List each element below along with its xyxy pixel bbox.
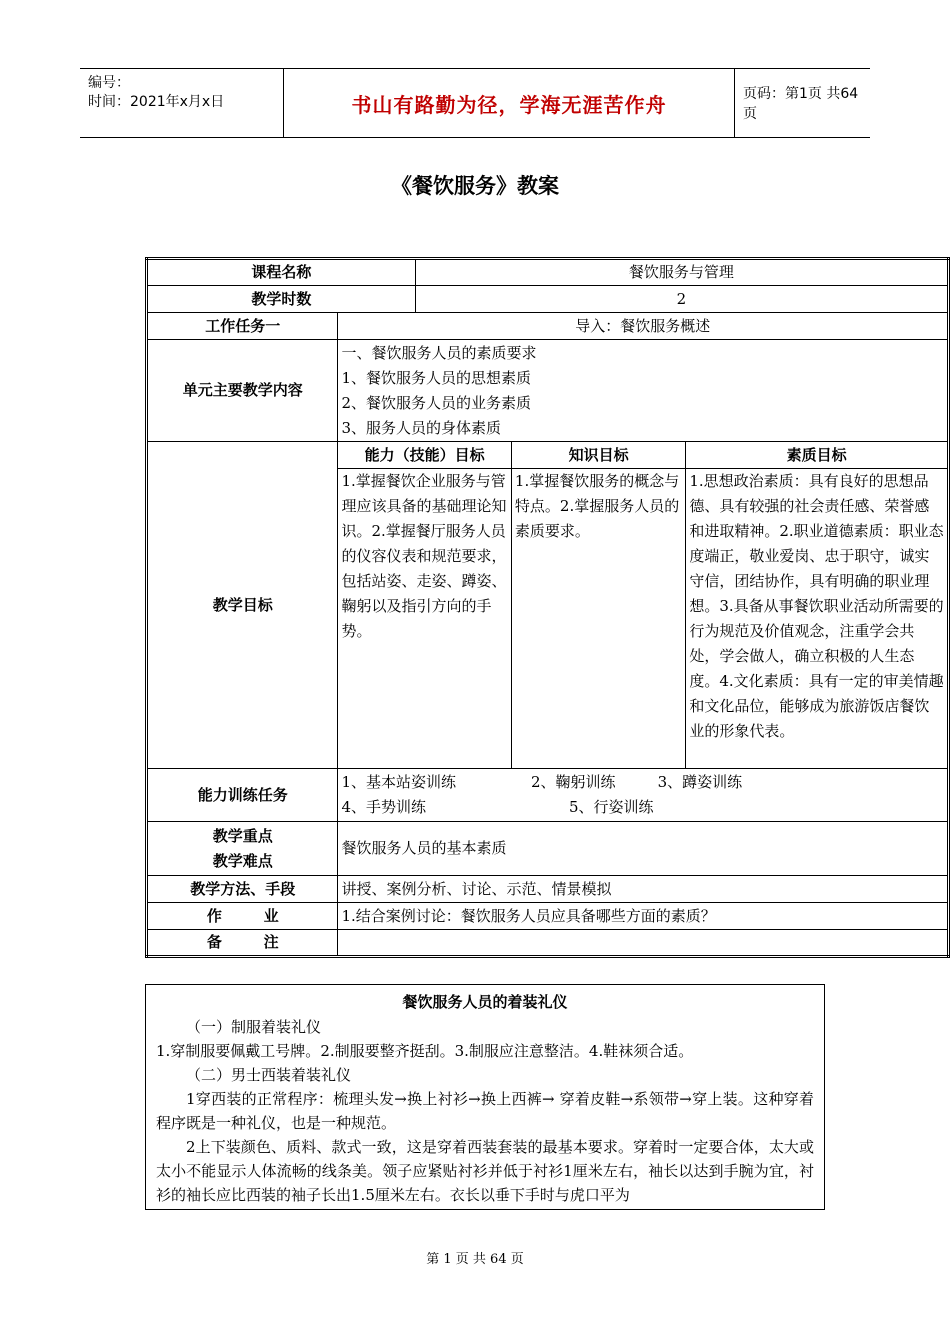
page-footer: 第 1 页 共 64 页 [426, 1252, 524, 1267]
content-paragraph: （一）制服着装礼仪 [186, 1018, 322, 1036]
training-item: 3、蹲姿训练 [657, 773, 743, 791]
method-value: 讲授、案例分析、讨论、示范、情景模拟 [338, 876, 949, 903]
document-title: 《餐饮服务》教案 [391, 174, 559, 198]
difficulty-label: 教学难点 [212, 851, 273, 870]
table-row [147, 340, 949, 442]
content-line: 3、服务人员的身体素质 [341, 418, 502, 437]
header-meta [80, 69, 283, 137]
training-item: 5、行姿训练 [569, 798, 654, 816]
content-paragraph: 1.穿制服要佩戴工号牌。2.制服要整齐挺刮。3.制服应注意整洁。4.鞋袜须合适。 [156, 1042, 694, 1060]
number-label: 编号： [88, 75, 130, 91]
course-value: 餐饮服务与管理 [415, 259, 948, 286]
key-difficulty-label [147, 822, 338, 876]
training-item: 2、鞠躬训练 [531, 773, 616, 791]
training-label: 能力训练任务 [147, 769, 338, 822]
ability-goal-header: 能力（技能）目标 [338, 442, 511, 469]
table-row [147, 769, 949, 822]
motto: 书山有路勤为径，学海无涯苦作舟 [351, 92, 667, 117]
content-paragraph: 1穿西装的正常程序：梳理头发→换上衬衫→换上西裤→ 穿着皮鞋→系领带→穿上装。这种穿着程序既是一种礼仪，也是一种规范。 [156, 1090, 814, 1132]
training-item: 4、手势训练 [341, 798, 427, 816]
table-row [147, 313, 949, 340]
content-label: 单元主要教学内容 [147, 340, 338, 442]
table-row [147, 903, 949, 930]
remark-value [338, 930, 949, 957]
content-line: 2、餐饮服务人员的业务素质 [341, 393, 532, 412]
content-box [145, 984, 825, 1210]
content-lines [338, 340, 949, 442]
task-value: 导入：餐饮服务概述 [338, 313, 949, 340]
content-paragraph: 2上下装颜色、质料、款式一致，这是穿着西装套装的最基本要求。穿着时一定要合体，太大或太小不能显示人体流畅的线条美。领子应紧贴衬衫并低于衬衫1厘米左右，袖长以达到手腕为宜，衬衫的袖长应比西装的袖子长出1.5厘米左右。衣长以垂下手时与虎口平为 [156, 1138, 814, 1204]
header-motto-cell [283, 69, 735, 137]
knowledge-goal-header: 知识目标 [511, 442, 685, 469]
hours-label: 教学时数 [147, 286, 416, 313]
remark-label: 备 注 [147, 930, 338, 957]
ability-goals: 1.掌握餐饮企业服务与管理应该具备的基础理论知识。2.掌握餐厅服务人员的仪容仪表和规范要求，包括站姿、走姿、蹲姿、鞠躬以及指引方向的手势。 [338, 469, 511, 769]
table-row [147, 442, 949, 469]
key-value: 餐饮服务人员的基本素质 [338, 822, 949, 876]
homework-value: 1.结合案例讨论：餐饮服务人员应具备哪些方面的素质？ [338, 903, 949, 930]
page-header [80, 68, 870, 138]
header-page-cell [735, 69, 870, 137]
content-line: 一、餐饮服务人员的素质要求 [341, 343, 537, 362]
homework-label: 作 业 [147, 903, 338, 930]
knowledge-goals: 1.掌握餐饮服务的概念与特点。2.掌握服务人员的素质要求。 [511, 469, 685, 769]
page-info: 页码：第1页 共64页 [743, 86, 859, 122]
quality-goal-header: 素质目标 [686, 442, 949, 469]
table-row [147, 930, 949, 957]
lesson-plan-table [145, 257, 950, 958]
key-label: 教学重点 [212, 826, 273, 845]
training-items [338, 769, 949, 822]
course-label: 课程名称 [147, 259, 416, 286]
hours-value: 2 [415, 286, 948, 313]
content-line: 1、餐饮服务人员的思想素质 [341, 368, 532, 387]
method-label: 教学方法、手段 [147, 876, 338, 903]
table-row [147, 822, 949, 876]
time-label: 时间：2021年x月x日 [88, 94, 225, 110]
table-row [147, 286, 949, 313]
training-item: 1、基本站姿训练 [341, 773, 457, 791]
task-label: 工作任务一 [147, 313, 338, 340]
table-row [147, 876, 949, 903]
table-row [147, 259, 949, 286]
content-heading: 餐饮服务人员的着装礼仪 [402, 993, 568, 1011]
quality-goals: 1.思想政治素质：具有良好的思想品德、具有较强的社会责任感、荣誉感和进取精神。2.职业道德素质：职业态度端正，敬业爱岗、忠于职守，诚实守信，团结协作，具有明确的职业理想。3.具备从事餐饮职业活动所需要的行为规范及价值观念，注重学会共处，学会做人，确立积极的人生态度。4.文化素质：具有一定的审美情趣和文化品位，能够成为旅游饭店餐饮业的形象代表。 [686, 469, 949, 769]
goals-label: 教学目标 [147, 442, 338, 769]
content-paragraph: （二）男士西装着装礼仪 [186, 1066, 352, 1084]
